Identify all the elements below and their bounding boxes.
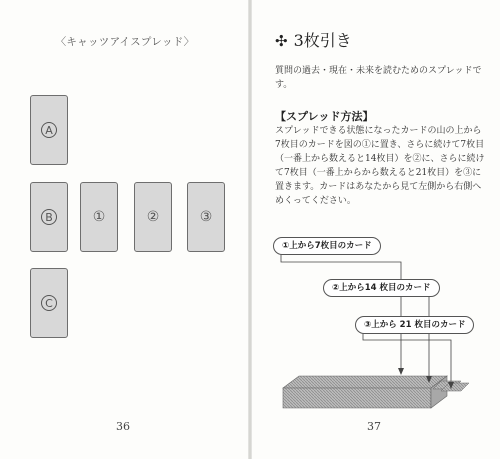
card-label: ② [146,209,160,225]
card-stack [283,376,447,408]
callout-7th-card: ①上から7枚目のカード [273,237,381,255]
leader-line-2 [329,288,429,380]
page-number-left: 36 [116,420,130,433]
card-b [30,182,68,252]
arrow-1 [398,368,404,375]
callout-21st-card: ③上から 21 枚目のカード [355,316,474,334]
page-number-right: 37 [367,420,381,433]
callout-14th-card: ②上から14 枚目のカード [323,279,440,297]
method-body: スプレッドできる状態になったカードの山の上から7枚目のカードを図の①に置き、さらに続けて7枚目（一番上から数えると14枚目）を②に、さらに続けて7枚目（一番上からから数えると21枚目）を③に置きます。カードはあなたから見て左側から右側へめくってください。 [275,126,485,206]
stack-top [283,376,447,388]
right-page [251,0,500,459]
flower-icon: ✣ [275,32,288,50]
card-c [30,268,68,338]
card-2 [134,182,172,252]
leader-line-1 [281,253,401,372]
card-label: ① [92,209,106,225]
spread-title: 〈キャッツアイスプレッド〉 [55,36,195,48]
stack-front [283,388,431,408]
card-1 [80,182,118,252]
method-title: 【スプレッド方法】 [275,110,374,123]
heading-text: 3枚引き [293,31,352,50]
card-label: C [41,295,57,311]
deck-diagram [251,0,500,459]
card-label: A [41,122,57,138]
card-label: ③ [199,209,213,225]
card-label: B [41,209,57,225]
intro-paragraph: 質問の過去・現在・未来を読むためのスプレッドです。 [275,66,482,90]
card-3 [187,182,225,252]
card-a [30,95,68,165]
